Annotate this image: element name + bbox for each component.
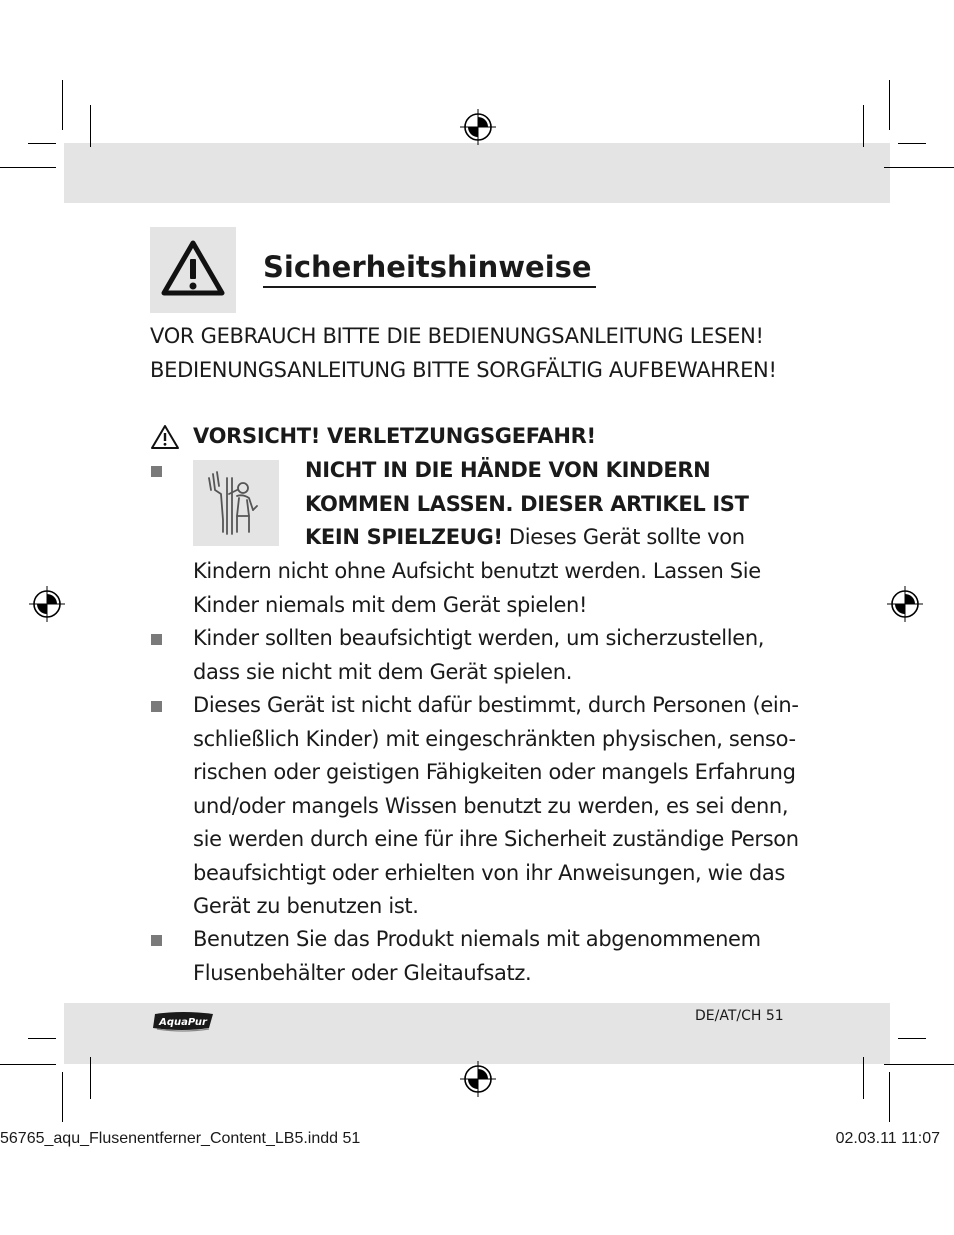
logo-text: AquaPur — [159, 1017, 207, 1028]
crop-mark — [0, 167, 56, 168]
item-2-text — [193, 622, 823, 689]
warning-triangle-icon — [150, 227, 236, 313]
slug-date: 02.03.11 11:07 — [835, 1130, 940, 1147]
crop-mark — [898, 1038, 926, 1039]
crop-mark — [898, 143, 926, 144]
bold-line: KEIN SPIELZEUG! — [305, 525, 503, 549]
bullet — [151, 935, 162, 946]
crop-mark — [28, 1038, 56, 1039]
slug-file: 56765_aqu_Flusenentferner_Content_LB5.indd 51 — [0, 1130, 361, 1147]
child-hazard-icon-box — [193, 460, 279, 546]
text-line: beaufsichtigt oder erhielten von ihr Anweisungen, wie das — [193, 860, 785, 885]
intro-line: BEDIENUNGSANLEITUNG BITTE SORGFÄLTIG AUFBEWAHREN! — [150, 357, 777, 382]
text-line: und/oder mangels Wissen benutzt zu werden, es sei denn, — [193, 793, 789, 818]
text-line: rischen oder geistigen Fähigkeiten oder mangels Erfahrung — [193, 760, 796, 784]
bullet — [151, 634, 162, 645]
crop-mark — [863, 105, 864, 147]
crop-mark — [28, 143, 56, 144]
crop-mark — [889, 1072, 890, 1122]
intro-notice — [150, 320, 850, 387]
crop-mark — [884, 167, 954, 168]
text-line: Dieses Gerät sollte von — [502, 525, 745, 549]
text-line: Flusenbehälter oder Gleitaufsatz. — [193, 960, 532, 985]
crop-mark — [0, 1064, 56, 1065]
crop-mark — [62, 80, 63, 130]
crop-mark — [62, 1072, 63, 1122]
text-line: Gerät zu benutzen ist. — [193, 894, 419, 918]
registration-mark-icon — [460, 1061, 496, 1097]
page-title: Sicherheitshinweise — [263, 248, 596, 288]
item-3-text — [193, 689, 823, 924]
brand-logo — [151, 1010, 215, 1032]
page-label: DE/AT/CH 51 — [695, 1008, 784, 1024]
bullet — [151, 701, 162, 712]
intro-line: VOR GEBRAUCH BITTE DIE BEDIENUNGSANLEITUNG LESEN! — [150, 324, 764, 348]
child-hazard-icon — [193, 460, 279, 546]
registration-mark-icon — [460, 109, 496, 145]
text-line: Kinder sollten beaufsichtigt werden, um sicherzustellen, — [193, 626, 765, 650]
header-band — [64, 143, 890, 203]
crop-mark — [889, 80, 890, 130]
warning-icon-box — [150, 227, 236, 313]
bold-line: NICHT IN DIE HÄNDE VON KINDERN — [305, 458, 711, 482]
bullet — [151, 466, 162, 477]
crop-mark — [90, 105, 91, 147]
registration-mark-icon — [29, 586, 65, 622]
text-line: Kindern nicht ohne Aufsicht benutzt werden. Lassen Sie — [193, 559, 761, 583]
item-1-text — [193, 555, 823, 622]
item-1-bold — [305, 454, 825, 555]
caution-text: VORSICHT! VERLETZUNGSGEFAHR! — [193, 424, 596, 448]
item-4-text — [193, 923, 823, 990]
text-line: Benutzen Sie das Produkt niemals mit abgenommenem — [193, 927, 761, 951]
warning-triangle-icon — [150, 424, 180, 450]
registration-mark-icon — [887, 586, 923, 622]
crop-mark — [884, 1064, 954, 1065]
text-line: Dieses Gerät ist nicht dafür bestimmt, durch Personen (ein- — [193, 693, 799, 717]
crop-mark — [863, 1057, 864, 1099]
crop-mark — [90, 1057, 91, 1099]
text-line: dass sie nicht mit dem Gerät spielen. — [193, 659, 573, 684]
text-line: schließlich Kinder) mit eingeschränkten physischen, senso- — [193, 726, 796, 751]
bold-line: KOMMEN LASSEN. DIESER ARTIKEL IST — [305, 491, 749, 516]
text-line: sie werden durch eine für ihre Sicherheit zuständige Person — [193, 827, 799, 851]
text-line: Kinder niemals mit dem Gerät spielen! — [193, 592, 588, 617]
